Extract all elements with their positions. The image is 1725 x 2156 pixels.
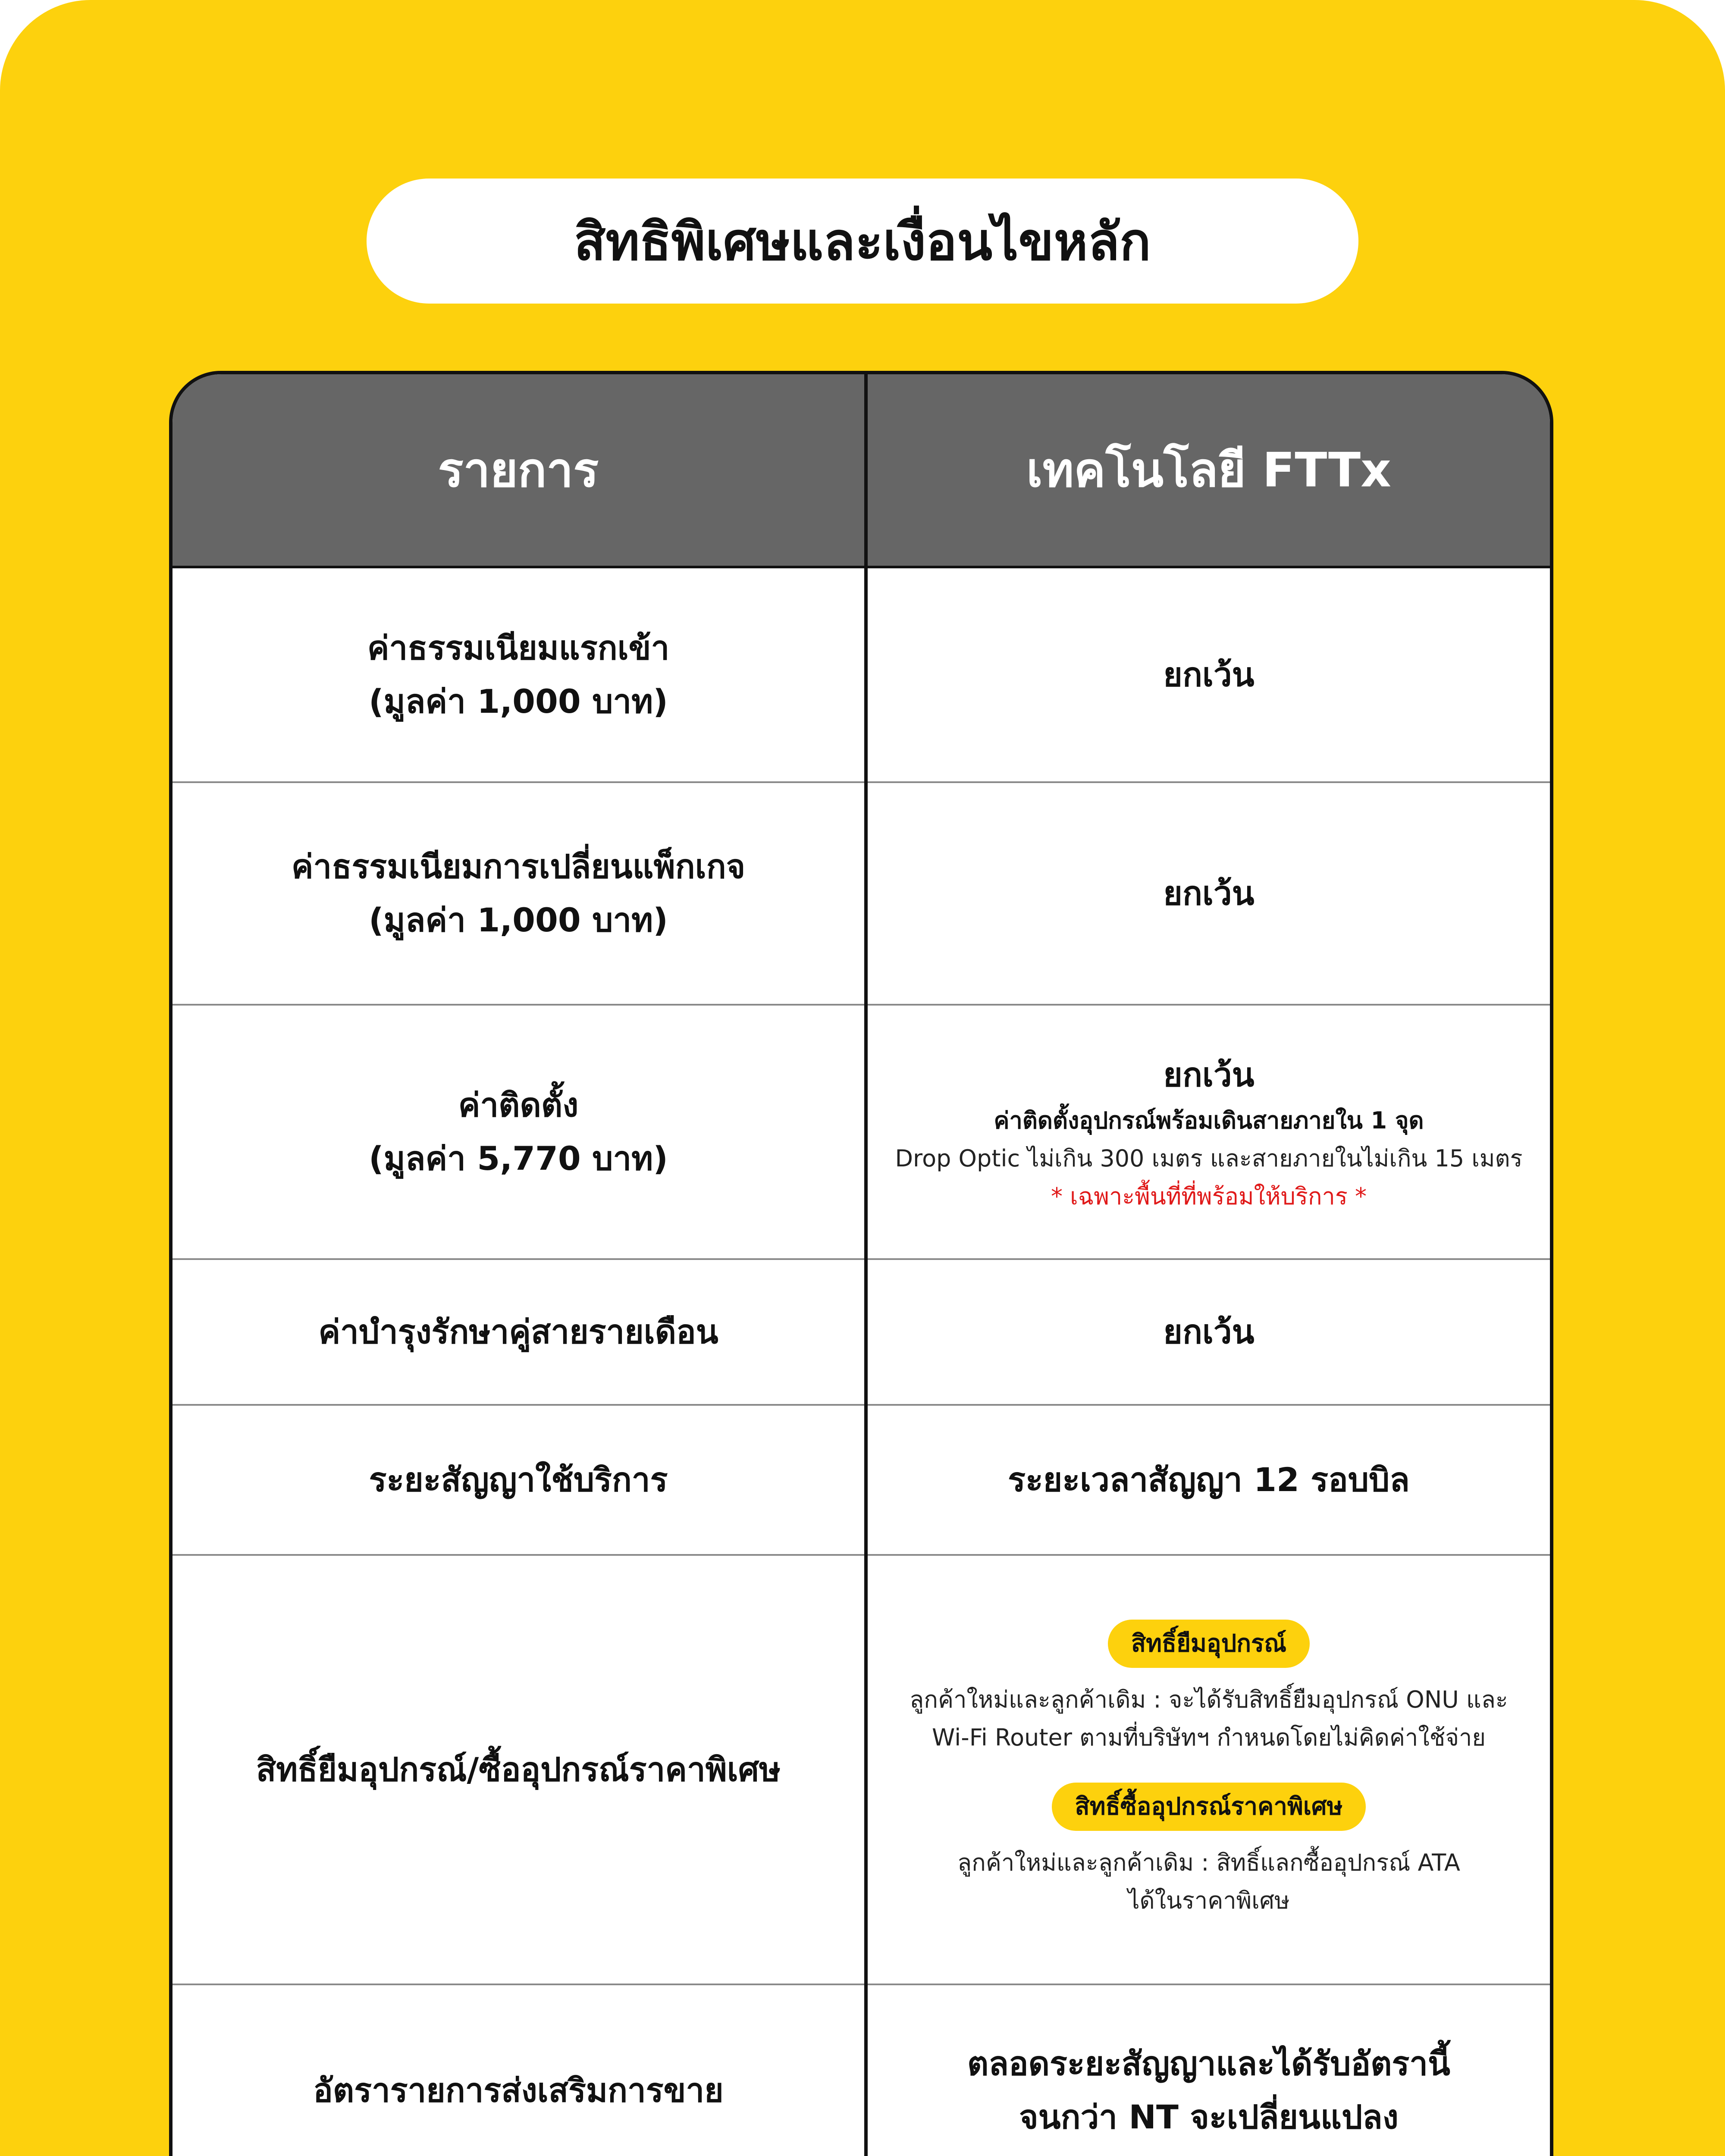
borrow-text: Wi-Fi Router ตามที่บริษัทฯ กำหนดโดยไม่คิดค่าใช้จ่าย (932, 1724, 1486, 1751)
label-line: ระยะสัญญาใช้บริการ (369, 1460, 668, 1499)
header-technology: เทคโนโลยี FTTx (1026, 442, 1391, 498)
row-label (172, 1260, 864, 1404)
install-detail: ค่าติดตั้งอุปกรณ์พร้อมเดินสายภายใน 1 จุด (994, 1107, 1424, 1134)
benefits-table (169, 371, 1553, 2156)
value-text: ระยะเวลาสัญญา 12 รอบบิล (1008, 1460, 1410, 1499)
table-row (172, 568, 1550, 783)
header-item: รายการ (438, 442, 599, 498)
install-limits: Drop Optic ไม่เกิน 300 เมตร และสายภายในไม่เกิน 15 เมตร (895, 1145, 1523, 1172)
label-line: ค่าธรรมเนียมการเปลี่ยนแพ็กเกจ (291, 847, 746, 886)
value-text: ยกเว้น (1163, 1056, 1255, 1094)
value-text: ตลอดระยะสัญญาและได้รับอัตรานี้ (967, 2044, 1450, 2083)
row-label (172, 568, 864, 781)
value-text: ยกเว้น (1163, 655, 1255, 694)
label-line: ค่าบำรุงรักษาคู่สายรายเดือน (318, 1313, 718, 1351)
label-line: ค่าติดตั้ง (458, 1086, 579, 1124)
label-line: (มูลค่า 5,770 บาท) (369, 1139, 668, 1178)
row-value (868, 783, 1550, 1004)
buy-text: ได้ในราคาพิเศษ (1128, 1887, 1290, 1914)
label-line: อัตรารายการส่งเสริมการขาย (313, 2071, 724, 2109)
label-line: ค่าธรรมเนียมแรกเข้า (367, 629, 670, 667)
table-row (172, 783, 1550, 1006)
page-title: สิทธิพิเศษและเงื่อนไขหลัก (367, 179, 1358, 304)
row-value (868, 1406, 1550, 1554)
column-divider (864, 374, 868, 2156)
row-label (172, 1556, 864, 1984)
table-row (172, 1260, 1550, 1406)
row-value (868, 1006, 1550, 1258)
row-label (172, 1985, 864, 2156)
table-row (172, 1406, 1550, 1556)
value-text: ยกเว้น (1163, 1313, 1255, 1351)
table-row (172, 1985, 1550, 2156)
label-line: (มูลค่า 1,000 บาท) (369, 901, 668, 939)
row-value (868, 1260, 1550, 1404)
borrow-text: ลูกค้าใหม่และลูกค้าเดิม : จะได้รับสิทธิ์ยืมอุปกรณ์ ONU และ (910, 1686, 1508, 1713)
table-row (172, 1556, 1550, 1985)
buy-text: ลูกค้าใหม่และลูกค้าเดิม : สิทธิ์แลกซื้ออุปกรณ์ ATA (957, 1849, 1460, 1876)
value-text: จนกว่า NT จะเปลี่ยนแปลง (1019, 2098, 1399, 2136)
row-label (172, 1006, 864, 1258)
row-value (868, 1556, 1550, 1984)
value-text: ยกเว้น (1163, 874, 1255, 912)
label-line: สิทธิ์ยืมอุปกรณ์/ซื้ออุปกรณ์ราคาพิเศษ (256, 1750, 781, 1789)
row-label (172, 1406, 864, 1554)
availability-note: * เฉพาะพื้นที่ที่พร้อมให้บริการ * (1051, 1183, 1367, 1210)
row-value (868, 1985, 1550, 2156)
buy-equipment-badge: สิทธิ์ซื้ออุปกรณ์ราคาพิเศษ (1052, 1783, 1366, 1831)
row-label (172, 783, 864, 1004)
table-row (172, 1006, 1550, 1260)
borrow-equipment-badge: สิทธิ์ยืมอุปกรณ์ (1108, 1620, 1310, 1668)
row-value (868, 568, 1550, 781)
label-line: (มูลค่า 1,000 บาท) (369, 682, 668, 721)
table-header (172, 374, 1550, 568)
